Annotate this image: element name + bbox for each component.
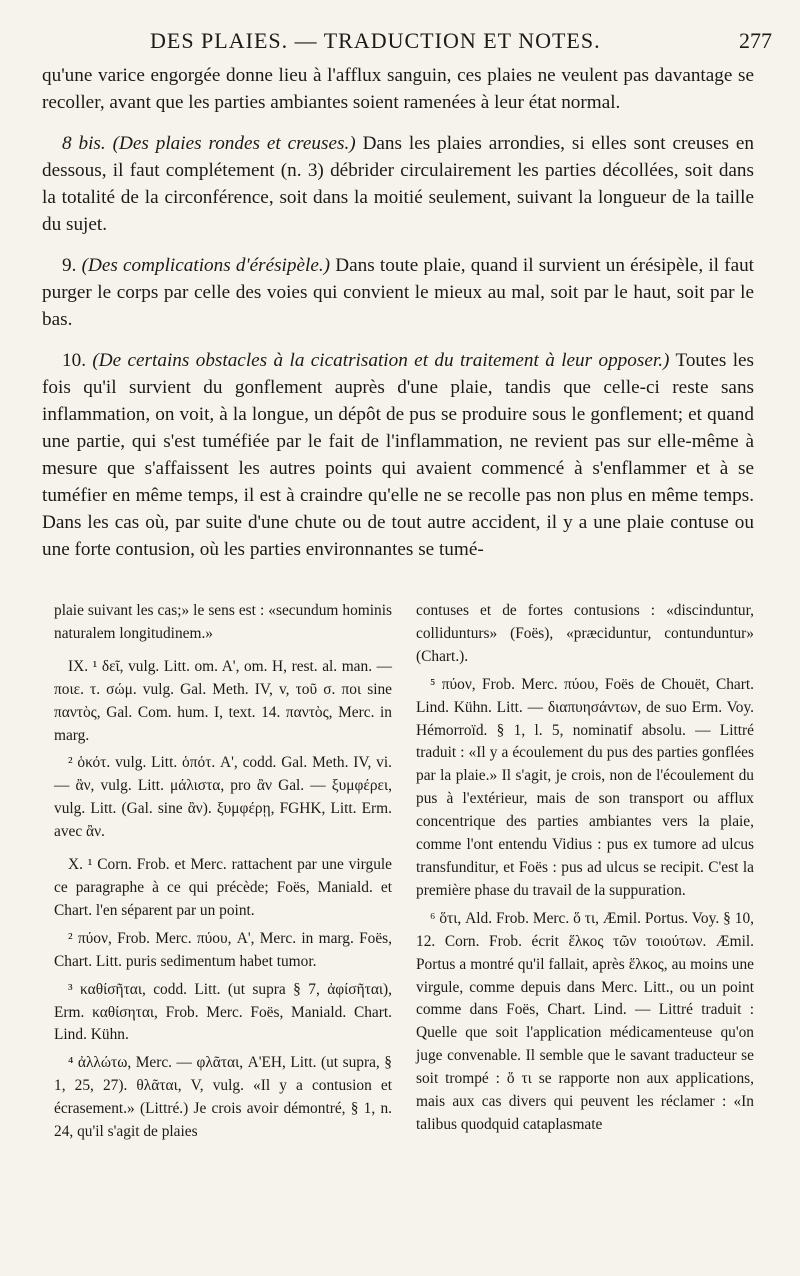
footnotes-left-column [54,600,392,1149]
paragraph-continuation: qu'une varice engorgée donne lieu à l'afflux sanguin, ces plaies ne veulent pas davantage se recoller, avant que les parties ambiantes soient ramenées à leur état normal. [42,65,754,113]
paragraph-title: (Des plaies rondes et creuses.) [112,133,356,154]
footnote: ² πύον, Frob. Merc. πύου, A', Merc. in marg. Foës, Chart. Litt. puris sedimentum habet tumor. [54,929,392,970]
paragraph-number: 10. [62,350,86,371]
paragraph-text: Toutes les fois qu'il survient du gonflement auprès d'une plaie, tandis que celle-ci reste sans inflammation, on voit, à la longue, un dépôt de pus se produire sous le gonflement; et quand une partie, qui s'est tuméfiée par le fait de l'inflammation, ne revient pas sur elle-même à mesure que s'affaissent les autres points qui avaient commencé à s'enflammer et à se tuméfier en même temps, il est à craindre qu'elle ne se recolle pas non plus en même temps. Dans les cas où, par suite d'une chute ou de tout autre accident, il y a une plaie contuse ou une forte contusion, où les parties environnantes se tumé- [42,350,755,560]
paragraph-number: 9. [62,255,77,276]
footnote: ³ καθίσῆται, codd. Litt. (ut supra § 7, ἀφίσῆται), Erm. καθίσηται, Frob. Merc. Foës, Maniald. Chart. Lind. Kühn. [54,980,392,1044]
page-header [0,28,800,58]
running-title: DES PLAIES. — TRADUCTION ET NOTES. [150,28,601,53]
paragraph-10 [42,347,754,563]
footnote: ⁴ ἀλλώτω, Merc. — φλᾶται, A'EH, Litt. (ut supra, § 1, 25, 27). θλᾶται, V, vulg. «Il y a contusion et écrasement.» (Littré.) Je crois avoir démontré, § 1, n. 24, qu'il s'agit de plaies [54,1054,392,1141]
footnote: IX. ¹ δεῖ, vulg. Litt. om. A', om. H, rest. al. man. — ποιε. τ. σώμ. vulg. Gal. Meth. IV, v, τοῦ σ. ποι sine παντὸς, Gal. Com. hum. I, text. 14. παντὸς, Merc. in marg. [54,657,392,744]
paragraph-text: Dans les plaies arrondies, si elles sont creuses en dessous, il faut complétement (n. 3) débrider circulairement les parties décollées, soit dans la totalité de la circonférence, soit dans la moitié seulement, suivant la longueur de la taille du sujet. [42,133,754,235]
page-number: 277 [739,28,772,53]
paragraph-text: Dans toute plaie, quand il survient un érésipèle, il faut purger le corps par celle des voies qui convient le mieux au mal, soit par le haut, soit par le bas. [42,255,755,330]
footnotes [54,600,754,1149]
footnote: ⁵ πύον, Frob. Merc. πύου, Foës de Chouët, Chart. Lind. Kühn. Litt. — διαπυησάντων, de suo Erm. Voy. Hémorroïd. § 1, l. 5, nominatif absolu. — Littré traduit : «Il y a écoulement du pus des parties gonflées par la plaie.» Il s'agit, je crois, non de l'écoulement du pus à l'extérieur, mais de son transport ou afflux concentrique des parties ambiantes vers la plaie, comme l'ont entendu Vidius : pus ex tumore ad ulcus transfunditur, et Foës : pus ad ulcus se recipit. C'est la première phase du travail de la suppuration. [416,675,754,899]
paragraph-8bis [42,130,754,238]
paragraph-number: 8 bis. [62,133,106,154]
paragraph-title: (Des complications d'érésipèle.) [81,255,331,276]
footnotes-right-column [416,600,754,1149]
main-text [42,62,754,577]
footnote: ² ὁκότ. vulg. Litt. ὁπότ. A', codd. Gal. Meth. IV, vi. — ἂν, vulg. Litt. μάλιστα, pro ἂν Gal. — ξυμφέρει, vulg. Litt. (Gal. sine ἂν). ξυμφέρῃ, FGHK, Litt. Erm. avec ἂν. [54,754,392,841]
paragraph-9 [42,252,754,333]
paragraph-title: (De certains obstacles à la cicatrisation et du traitement à leur opposer.) [92,350,670,371]
footnote: X. ¹ Corn. Frob. et Merc. rattachent par une virgule ce paragraphe à ce qui précède; Foës, Maniald. et Chart. l'en séparent par un point. [54,856,392,919]
footnote: ⁶ ὅτι, Ald. Frob. Merc. ὅ τι, Æmil. Portus. Voy. § 10, 12. Corn. Frob. écrit ἕλκος τῶν τοιούτων. Æmil. Portus a montré qu'il fallait, après ἕλκος, au moins une virgule, comme depuis dans Merc. Litt., ou un point comme dans Foës, Chart. Lind. — Littré traduit : Quelle que soit l'application médicamenteuse qu'on juge convenable. Il semble que le savant traducteur se soit trompé : ὅ τι se rapporte non aux applications, mais aux cas divers qui peuvent les réclamer : «In talibus quodquid cataplasmate [416,909,754,1133]
footnote: contuses et de fortes contusions : «discinduntur, collidunturs» (Foës), «præciduntur, contunduntur» (Chart.). [416,602,754,665]
footnote: plaie suivant les cas;» le sens est : «secundum hominis naturalem longitudinem.» [54,602,392,642]
